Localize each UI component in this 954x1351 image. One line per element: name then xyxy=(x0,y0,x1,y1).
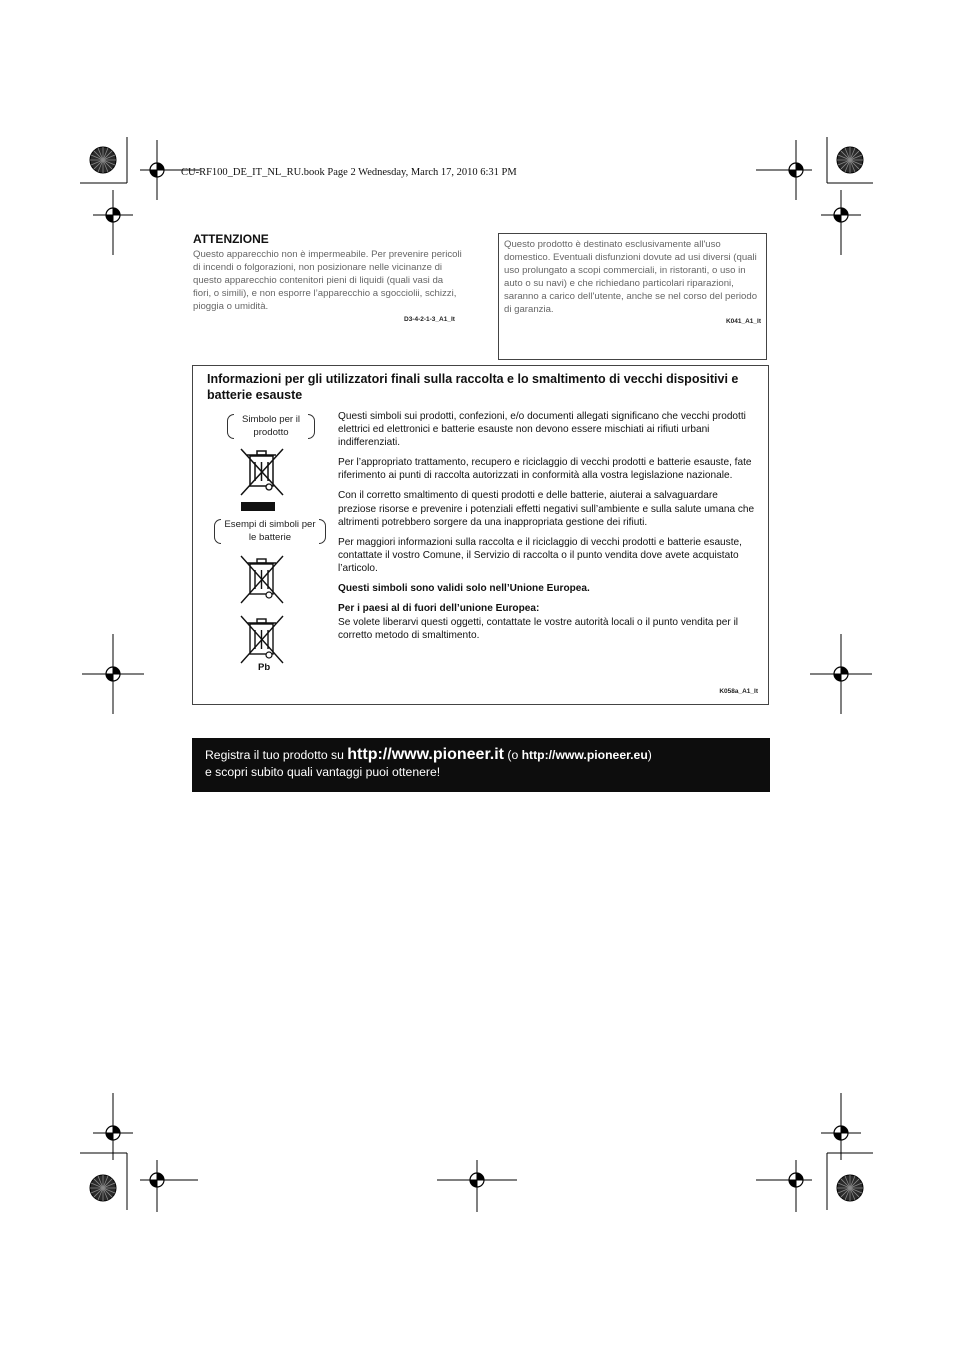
product-symbol-label: Simbolo per il prodotto xyxy=(227,414,315,439)
banner-paren-open: (o xyxy=(504,748,522,762)
banner-line-2: e scopri subito quali vantaggi puoi ottenere! xyxy=(205,765,441,779)
crossed-bin-battery-pb-icon xyxy=(237,613,287,665)
weee-code: K058a_A1_It xyxy=(719,688,758,695)
domestic-use-notice-box xyxy=(498,233,767,360)
banner-paren-close: ) xyxy=(647,748,652,762)
weee-text-column xyxy=(338,410,758,649)
attention-code: D3-4-2-1-3_A1_It xyxy=(404,316,455,323)
pioneer-eu-link[interactable]: http://www.pioneer.eu xyxy=(521,748,648,762)
weee-eu-only-note: Questi simboli sono validi solo nell’Unione Europea. xyxy=(338,583,590,595)
pioneer-it-link[interactable]: http://www.pioneer.it xyxy=(347,746,504,763)
weee-paragraph-1: Questi simboli sui prodotti, confezioni, e/o documenti allegati significano che vecchi prodotti elettrici ed elettronici e batterie esauste non devono essere mischiati ai rifiuti urbani indifferenziati. xyxy=(338,411,746,449)
domestic-use-notice-text: Questo prodotto è destinato esclusivamente all'uso domestico. Eventuali disfunzioni dovute ad usi diversi (quali uso prolungato a scopi commerciali, in ristoranti, o uso in auto o su navi) e che richiedano particolari riparazioni, saranno a carico dell'utente, anche se nel corso del periodo di garanzia. xyxy=(504,239,758,316)
weee-outside-eu-title: Per i paesi al di fuori dell’unione Europea: xyxy=(338,603,540,615)
print-header-line: CU-RF100_DE_IT_NL_RU.book Page 2 Wednesday, March 17, 2010 6:31 PM xyxy=(181,167,517,178)
attention-title: ATTENZIONE xyxy=(193,232,269,246)
registration-banner xyxy=(192,738,770,792)
weee-outside-eu-text: Se volete liberarvi questi oggetti, contattate le vostre autorità locali o il punto vendita per il corretto metodo di smaltimento. xyxy=(338,617,739,642)
weee-title: Informazioni per gli utilizzatori finali sulla raccolta e lo smaltimento di vecchi dispositivi e batterie esauste xyxy=(207,372,739,402)
attention-body: Questo apparecchio non è impermeabile. Per prevenire pericoli di incendi o folgorazioni, non posizionare nelle vicinanze di questo apparecchio contenitori pieni di liquidi (quali vasi da fiori, o simili), e non esporre l’apparecchio a sgocciolii, schizzi, pioggia o umidità. xyxy=(193,249,462,313)
weee-paragraph-3: Con il corretto smaltimento di questi prodotti e delle batterie, aiuterai a salvaguardare preziose risorse e prevenire i potenziali effetti negativi sull’ambiente e sulla salute umana che altrimenti potrebbero sorgere da una inappropriata gestione dei rifiuti. xyxy=(338,490,755,528)
crossed-bin-battery-icon xyxy=(237,553,287,605)
weee-disposal-box xyxy=(192,365,769,705)
banner-line-1 xyxy=(205,746,652,764)
battery-symbols-label: Esempi di simboli per le batterie xyxy=(214,519,326,544)
pb-chemical-label: Pb xyxy=(258,662,271,673)
weee-paragraph-4: Per maggiori informazioni sulla raccolta e il riciclaggio di vecchi prodotti e batterie esauste, contattate il vostro Comune, il Servizio di raccolta o il punto vendita dove avete acquistato l’articolo. xyxy=(338,536,742,574)
weee-paragraph-2: Per l’appropriato trattamento, recupero e riciclaggio di vecchi prodotti e batterie esauste, fate riferimento ai punti di raccolta autorizzati in conformità alla vostra legislazione nazionale. xyxy=(338,457,752,482)
banner-prefix: Registra il tuo prodotto su xyxy=(205,748,348,762)
domestic-use-notice-code: K041_A1_It xyxy=(725,318,761,325)
crossed-bin-product-icon xyxy=(237,446,287,512)
